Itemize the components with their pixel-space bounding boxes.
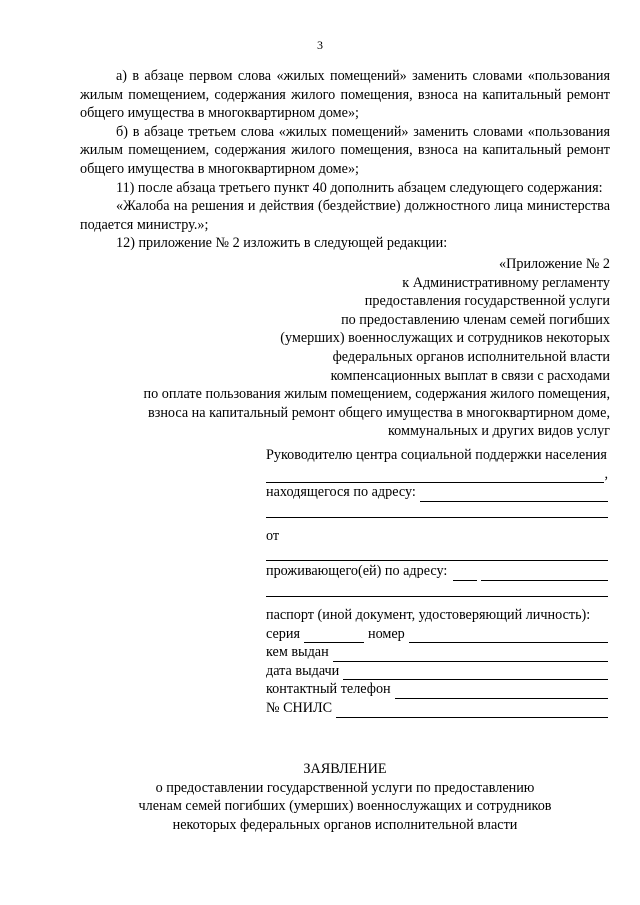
annex-line: по оплате пользования жилым помещением, содержания жилого помещения, <box>143 386 610 403</box>
residing-at-label: проживающего(ей) по адресу: <box>266 563 448 580</box>
issued-by-label: кем выдан <box>266 644 329 661</box>
paragraph-a: а) в абзаце первом слова «жилых помещений» заменить словами «пользования жилым помещением, содержания жилого помещения, взноса на капитальный ремонт общего имущества в многоквартирном доме»; <box>80 68 610 122</box>
phone-row[interactable] <box>266 680 608 699</box>
from-row <box>266 527 608 546</box>
residence-line[interactable] <box>266 581 608 597</box>
annex-line: к Административному регламенту <box>402 274 610 291</box>
title-heading: ЗАЯВЛЕНИЕ <box>303 761 387 777</box>
snils-row[interactable] <box>266 699 608 718</box>
address-line[interactable] <box>266 502 608 518</box>
annex-line: «Приложение № 2 <box>499 256 610 272</box>
addressee-label: Руководителю центра социальной поддержки населения <box>266 447 607 463</box>
issue-date-label: дата выдачи <box>266 662 340 679</box>
annex-heading <box>80 255 610 441</box>
paragraph-complaint: «Жалоба на решения и действия (бездействие) должностного лица министерства подается министру.»; <box>80 198 610 233</box>
located-at-label: находящегося по адресу: <box>266 484 416 501</box>
passport-label: паспорт (иной документ, удостоверяющий личность): <box>266 606 591 623</box>
from-label: от <box>266 527 280 544</box>
annex-line: коммунальных и других видов услуг <box>387 423 610 440</box>
annex-line: по предоставлению членам семей погибших <box>341 311 610 328</box>
paragraph-11: 11) после абзаца третьего пункт 40 дополнить абзацем следующего содержания: <box>116 179 603 196</box>
series-number-row[interactable] <box>266 625 608 644</box>
comma: , <box>604 465 608 482</box>
title-line: членам семей погибших (умерших) военнослужащих и сотрудников <box>138 798 552 815</box>
from-name-line[interactable] <box>266 545 608 561</box>
issued-by-row[interactable] <box>266 643 608 662</box>
page-number: 3 <box>317 38 323 52</box>
number-label: номер <box>367 625 405 642</box>
paragraph-12: 12) приложение № 2 изложить в следующей редакции: <box>116 235 448 252</box>
located-at-row[interactable] <box>266 483 608 502</box>
annex-line: (умерших) военнослужащих и сотрудников некоторых <box>280 330 610 347</box>
issue-date-row[interactable] <box>266 662 608 681</box>
phone-label: контактный телефон <box>266 681 391 698</box>
annex-line: предоставления государственной услуги <box>364 293 610 310</box>
paragraph-b: б) в абзаце третьем слова «жилых помещений» заменить словами «пользования жилым помещением, содержания жилого помещения, взноса на капитальный ремонт общего имущества в многоквартирном доме»; <box>80 123 610 177</box>
application-form-header <box>266 446 608 718</box>
title-line: о предоставлении государственной услуги по предоставлению <box>155 779 535 796</box>
annex-line: взноса на капитальный ремонт общего имущества в многоквартирном доме, <box>148 404 610 421</box>
application-title <box>80 760 610 834</box>
residing-at-row[interactable] <box>266 562 608 581</box>
addressee-name-line[interactable] <box>266 465 608 484</box>
annex-line: компенсационных выплат в связи с расходами <box>330 367 610 384</box>
amendment-text <box>80 67 610 253</box>
annex-line: федеральных органов исполнительной власти <box>332 348 610 365</box>
series-label: серия <box>266 625 300 642</box>
title-line: некоторых федеральных органов исполнительной власти <box>172 816 518 833</box>
snils-label: № СНИЛС <box>266 699 333 716</box>
